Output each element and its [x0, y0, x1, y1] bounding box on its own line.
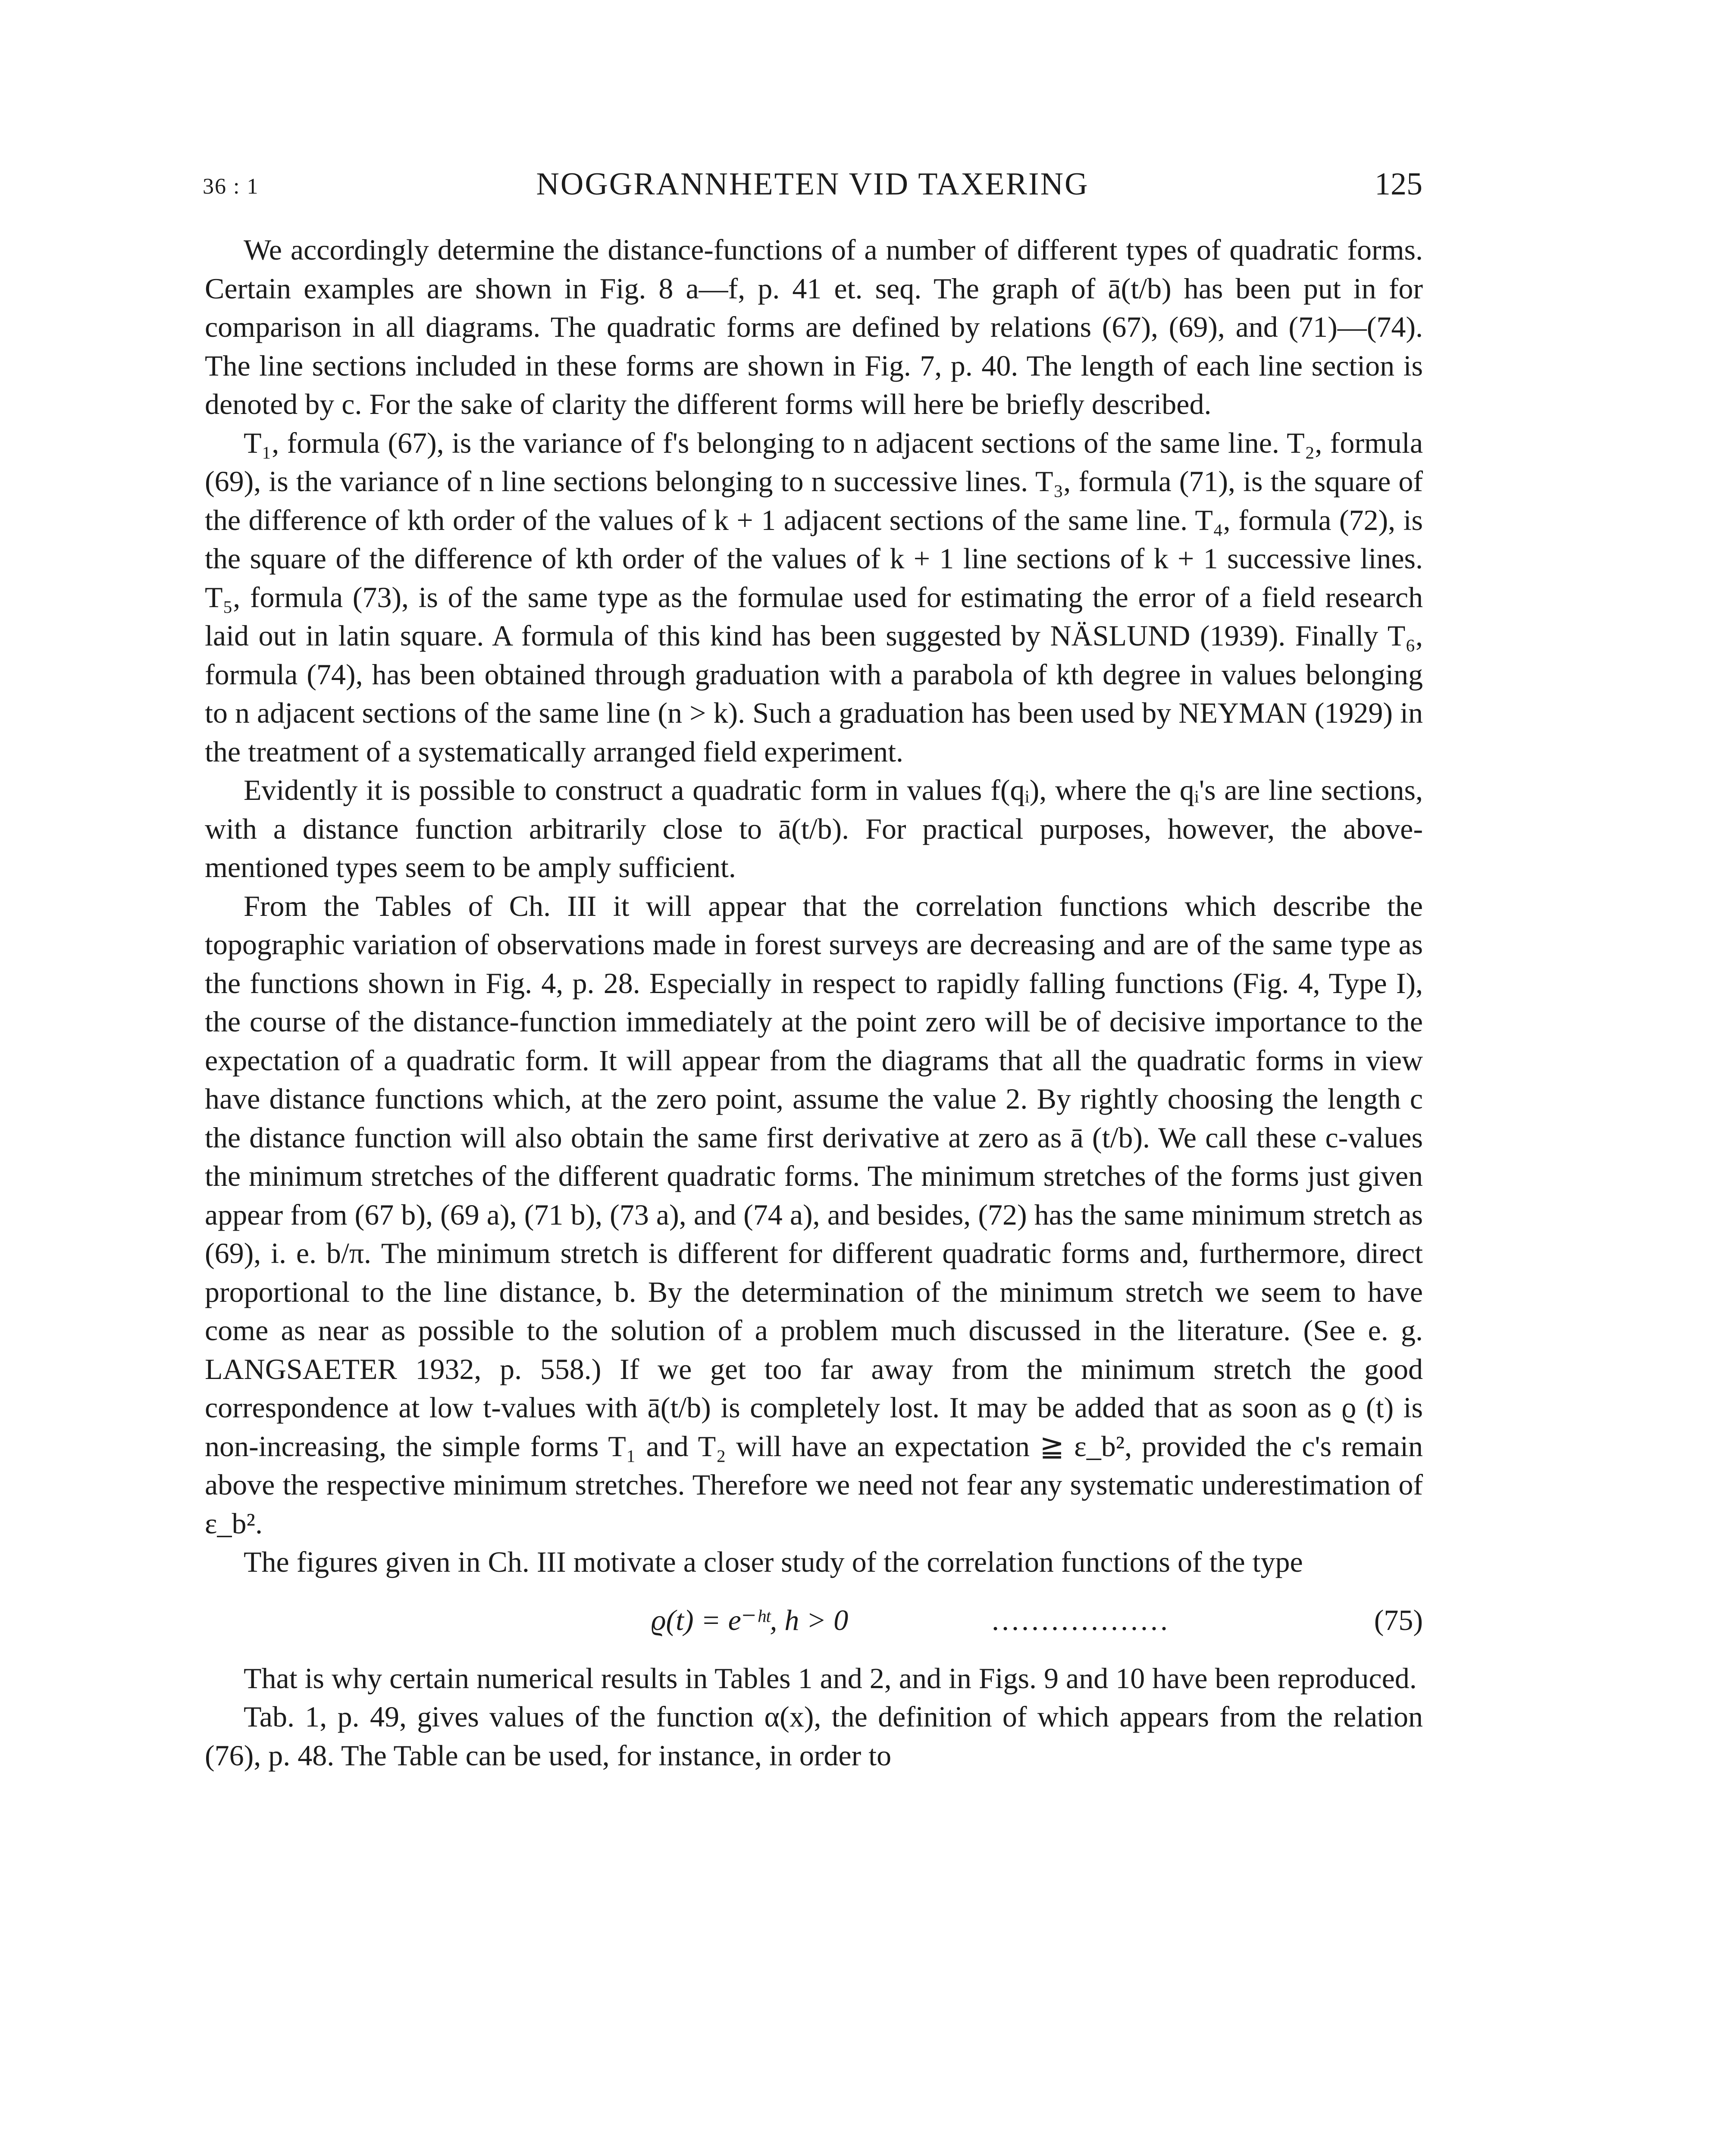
section-number: 36 : 1 [203, 174, 259, 199]
paragraph: That is why certain numerical results in Tables 1 and 2, and in Figs. 9 and 10 have been reproduced. [244, 1661, 1417, 1695]
paragraph: Tab. 1, p. 49, gives values of the function α(x), the definition of which appears from the relation (76), p. 48. The Table can be used, for instance, in order to [205, 1700, 1423, 1772]
body-text [205, 231, 1423, 1775]
paragraph: T₁, formula (67), is the variance of f's belonging to n adjacent sections of the same line. T₂, formula (69), is the variance of n line sections belonging to n successive lines. T₃, formula (71), is the square of the difference of kth order of the values of k + 1 adjacent sections of the same line. T₄, formula (72), is the square of the difference of kth order of the values of k + 1 line sections of k + 1 successive lines. T₅, formula (73), is of the same type as the formulae used for estimating the error of a field research laid out in latin square. A formula of this kind has been suggested by NÄSLUND (1939). Finally T₆, formula (74), has been obtained through graduation with a parabola of kth degree in values belonging to n adjacent sections of the same line (n > k). Such a graduation has been used by NEYMAN (1929) in the treatment of a systematically arranged field experiment. [205, 426, 1423, 768]
paragraph: Evidently it is possible to construct a quadratic form in values f(qᵢ), where the qᵢ's are line sections, with a distance function arbitrarily close to ā(t/b). For practical purposes, however, the above-mentioned types seem to be amply sufficient. [205, 774, 1423, 884]
equation-number: (75) [1374, 1603, 1423, 1636]
equation-expression: ϱ(t) = e⁻ʰᵗ, h > 0 [651, 1603, 849, 1636]
running-header [203, 166, 1422, 218]
equation-leader-dots: .................. [992, 1603, 1170, 1636]
paragraph: We accordingly determine the distance-functions of a number of different types of quadratic forms. Certain examples are shown in Fig. 8 a—f, p. 41 et. seq. The graph of ā(t/b) has been put in for comparison in all diagrams. The quadratic forms are defined by relations (67), (69), and (71)—(74). The line sections included in these forms are shown in Fig. 7, p. 40. The length of each line section is denoted by c. For the sake of clarity the different forms will here be briefly described. [205, 233, 1423, 420]
paragraph: The figures given in Ch. III motivate a closer study of the correlation functions of the type [244, 1545, 1303, 1578]
paragraph: From the Tables of Ch. III it will appear that the correlation functions which describe the topographic variation of observations made in forest surveys are decreasing and are of the same type as the functions shown in Fig. 4, p. 28. Especially in respect to rapidly falling functions (Fig. 4, Type I), the course of the distance-function immediately at the point zero will be of decisive importance to the expectation of a quadratic form. It will appear from the diagrams that all the quadratic forms in view have distance functions which, at the zero point, assume the value 2. By rightly choosing the length c the distance function will also obtain the same first derivative at zero as ā (t/b). We call these c-values the minimum stretches of the different quadratic forms. The minimum stretches of the forms just given appear from (67 b), (69 a), (71 b), (73 a), and (74 a), and besides, (72) has the same minimum stretch as (69), i. e. b/π. The minimum stretch is different for different quadratic forms and, furthermore, direct proportional to the line distance, b. By the determination of the minimum stretch we seem to have come as near as possible to the solution of a problem much discussed in the literature. (See e. g. LANGSAETER 1932, p. 558.) If we get too far away from the minimum stretch the good correspondence at low t-values with ā(t/b) is completely lost. It may be added that as soon as ϱ (t) is non-increasing, the simple forms T₁ and T₂ will have an expectation ≧ ε_b², provided the c's remain above the respective minimum stretches. Therefore we need not fear any systematic underestimation of ε_b². [205, 889, 1423, 1540]
running-title: NOGGRANNHETEN VID TAXERING [536, 166, 1089, 202]
page-number: 125 [1375, 166, 1422, 202]
equation-75 [205, 1582, 1423, 1659]
